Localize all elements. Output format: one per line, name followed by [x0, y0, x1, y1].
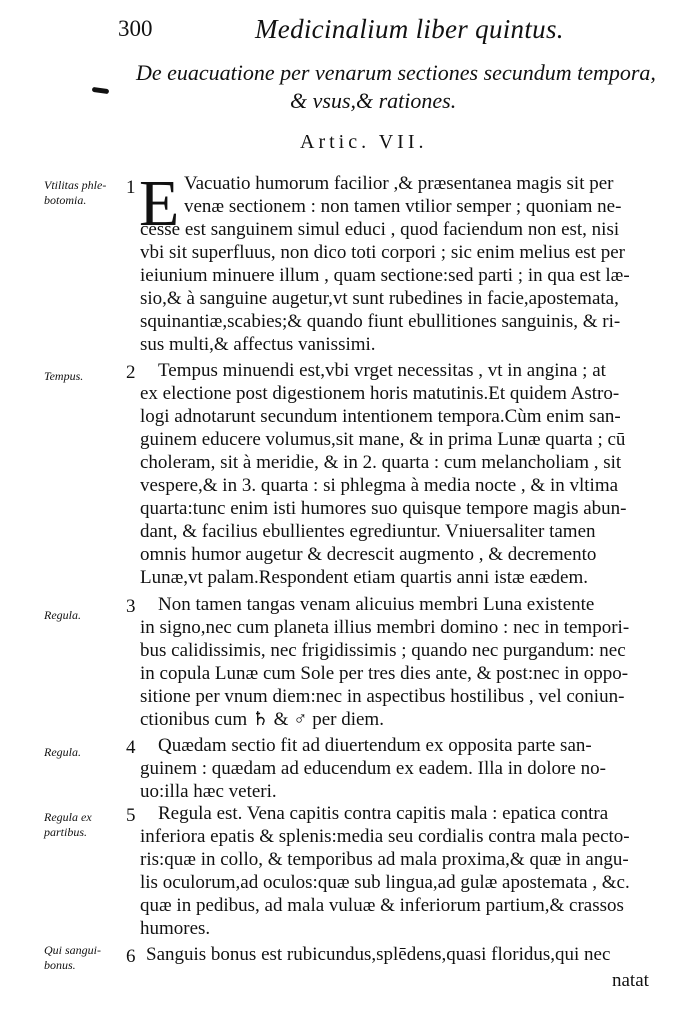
margin-note-line: partibus. — [44, 825, 88, 839]
text-line: omnis humor augetur & decrescit augmento , & decremento — [140, 544, 597, 565]
margin-note-regula-1: Regula. — [44, 608, 81, 622]
text-line: ctionibus cum ♄ & ♂ per diem. — [140, 709, 384, 730]
text-line: vespere,& in 3. quarta : si phlegma à media nocte , & in vltima — [140, 475, 619, 496]
text-line: Tempus minuendi est,vbi vrget necessitas , vt in angina ; at — [158, 360, 606, 381]
text-line: sus multi,& affectus vanissimi. — [140, 334, 376, 355]
margin-note-line: botomia. — [44, 193, 87, 207]
margin-note-line: Qui sangui- — [44, 943, 101, 957]
text-line: inferiora epatis & splenis:media seu cordialis contra mala pecto- — [140, 826, 630, 847]
text-line: quæ in pedibus, ad mala vuluæ & inferiorum partium,& crassos — [140, 895, 624, 916]
text-line: guinem : quædam ad educendum ex eadem. Illa in dolore no- — [140, 758, 606, 779]
text-line: lis oculorum,ad oculos:quæ sub lingua,ad gulæ apostemata , &c. — [140, 872, 630, 893]
text-line: Sanguis bonus est rubicundus,splēdens,quasi floridus,qui nec — [146, 944, 611, 965]
text-line: in copula Lunæ cum Sole per tres dies ante, & post:nec in oppo- — [140, 663, 629, 684]
text-line: uo:illa hæc veteri. — [140, 781, 277, 802]
page-number: 300 — [118, 16, 153, 41]
margin-note-line: Vtilitas phle- — [44, 178, 107, 192]
paragraph-number: 6 — [126, 946, 136, 967]
text-line: choleram, sit à meridie, & in 2. quarta : cum melancholiam , sit — [140, 452, 622, 473]
paragraph-number: 1 — [126, 177, 136, 198]
text-line: Quædam sectio fit ad diuertendum ex opposita parte san- — [158, 735, 592, 756]
margin-note-regula-2: Regula. — [44, 745, 81, 759]
margin-note-tempus: Tempus. — [44, 369, 84, 383]
text-line: guinem educere volumus,sit mane, & in prima Lunæ quarta ; cū — [140, 429, 626, 450]
paragraph-number: 3 — [126, 596, 136, 617]
text-line: ex electione post digestionem horis matutinis.Et quidem Astro- — [140, 383, 620, 404]
ink-mark — [92, 87, 110, 94]
text-line: humores. — [140, 918, 211, 939]
text-line: vbi sit superfluus, non dico toti corpori ; sic enim melius est per — [140, 242, 625, 263]
text-line: sitione per vnum diem:nec in aspectibus hostilibus , vel coniun- — [140, 686, 625, 707]
text-line: cesse est sanguinem simul educi , quod faciendum non est, nisi — [140, 219, 620, 240]
text-line: ris:quæ in collo, & temporibus ad mala proxima,& quæ in angu- — [140, 849, 629, 870]
text-line: sio,& à sanguine augetur,vt sunt rubedines in facie,apostemata, — [140, 288, 619, 309]
text-line: Non tamen tangas venam alicuius membri Luna existente — [158, 594, 595, 615]
text-line: in signo,nec cum planeta illius membri domino : nec in tempori- — [140, 617, 630, 638]
margin-note-utilitas — [44, 178, 106, 208]
drop-capital: E — [139, 167, 180, 240]
text-line: Vacuatio humorum facilior ,& præsentanea magis sit per — [184, 173, 614, 194]
running-title: Medicinalium liber quintus. — [255, 14, 564, 44]
article-heading: Artic. VII. — [300, 131, 428, 153]
text-line: Regula est. Vena capitis contra capitis mala : epatica contra — [158, 803, 609, 824]
paragraph-number: 5 — [126, 805, 136, 826]
paragraph-number: 2 — [126, 362, 136, 383]
margin-note-regula-ex-partibus — [44, 810, 92, 840]
text-line: ieiunium minuere illum , quam sectione:sed parti ; in qua est læ- — [140, 265, 630, 286]
margin-note-qui-sangui — [44, 943, 101, 973]
text-line: quarta:tunc enim isti humores suo quisque tempore magis abun- — [140, 498, 627, 519]
margin-note-line: bonus. — [44, 958, 76, 972]
paragraph-number: 4 — [126, 737, 136, 758]
text-line: venæ sectionem : non tamen vtilior semper ; quoniam ne- — [184, 196, 622, 217]
text-line: dant, & facilius ebullientes egrediuntur. Vniuersaliter tamen — [140, 521, 596, 542]
text-line: bus calidissimis, nec frigidissimis ; quando nec purgandum: nec — [140, 640, 626, 661]
catchword: natat — [612, 970, 649, 991]
text-line: logi adnotarunt secundum intentionem tempora.Cùm enim san- — [140, 406, 621, 427]
section-subtitle-line-1: De euacuatione per venarum sectiones secundum tempora, — [136, 60, 656, 85]
text-line: squinantiæ,scabies;& quando fiunt ebullitiones sanguinis, & ri- — [140, 311, 621, 332]
text-line: Lunæ,vt palam.Respondent etiam quartis anni istæ eædem. — [140, 567, 589, 588]
section-subtitle-line-2: & vsus,& rationes. — [290, 88, 457, 113]
margin-note-line: Regula ex — [44, 810, 92, 824]
